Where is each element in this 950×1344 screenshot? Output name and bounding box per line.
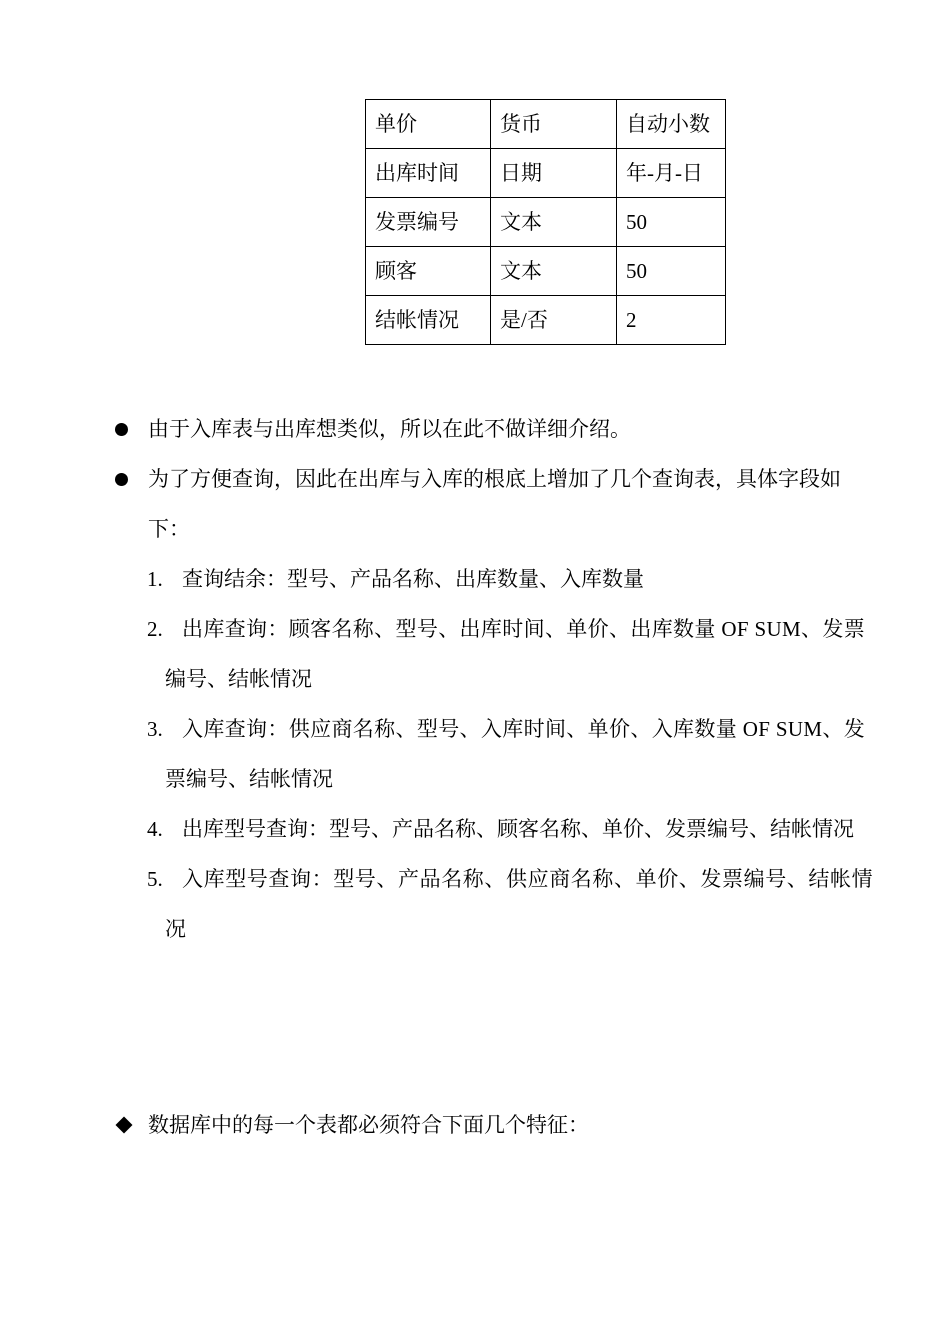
query-item-3-text: 入库查询：供应商名称、型号、入库时间、单价、入库数量 OF SUM、发 [182,717,866,741]
bullet-dot-icon [115,473,128,486]
query-item-5-text: 入库型号查询：型号、产品名称、供应商名称、单价、发票编号、结帐情 [182,867,874,891]
field-definition-table [365,99,726,345]
query-item-3-continuation: 票编号、结帐情况 [165,767,333,791]
table-cell: 年-月-日 [617,149,726,198]
query-item-1-number: 1. [147,567,163,591]
query-item-1-text: 查询结余：型号、产品名称、出库数量、入库数量 [182,567,644,591]
table-cell: 日期 [491,149,617,198]
query-item-2-continuation: 编号、结帐情况 [165,667,312,691]
query-item-4-number: 4. [147,817,163,841]
bullet-item-2-line2: 下： [148,517,190,541]
table-row [366,296,726,345]
query-item-3-number: 3. [147,717,163,741]
table-cell: 50 [617,198,726,247]
bullet-dot-icon [115,423,128,436]
table-cell: 文本 [491,198,617,247]
table-cell: 文本 [491,247,617,296]
table-cell: 是/否 [491,296,617,345]
diamond-bullet-icon [116,1117,133,1134]
query-item-5-continuation: 况 [165,917,186,941]
bullet-item-2-line1: 为了方便查询，因此在出库与入库的根底上增加了几个查询表，具体字段如 [148,467,841,491]
table-cell: 50 [617,247,726,296]
table-cell: 货币 [491,100,617,149]
table-cell: 单价 [366,100,491,149]
table-cell: 2 [617,296,726,345]
table-cell: 出库时间 [366,149,491,198]
table-row [366,198,726,247]
table-row [366,247,726,296]
table-row [366,100,726,149]
query-item-5-number: 5. [147,867,163,891]
table-cell: 结帐情况 [366,296,491,345]
diamond-item: 数据库中的每一个表都必须符合下面几个特征： [148,1113,589,1137]
bullet-item-1: 由于入库表与出库想类似，所以在此不做详细介绍。 [148,417,631,441]
table-cell: 顾客 [366,247,491,296]
query-item-2-text: 出库查询：顾客名称、型号、出库时间、单价、出库数量 OF SUM、发票 [182,617,866,641]
query-item-4-text: 出库型号查询：型号、产品名称、顾客名称、单价、发票编号、结帐情况 [182,817,854,841]
table-cell: 自动小数 [617,100,726,149]
table-cell: 发票编号 [366,198,491,247]
table-body [366,100,726,345]
query-item-2-number: 2. [147,617,163,641]
table-row [366,149,726,198]
